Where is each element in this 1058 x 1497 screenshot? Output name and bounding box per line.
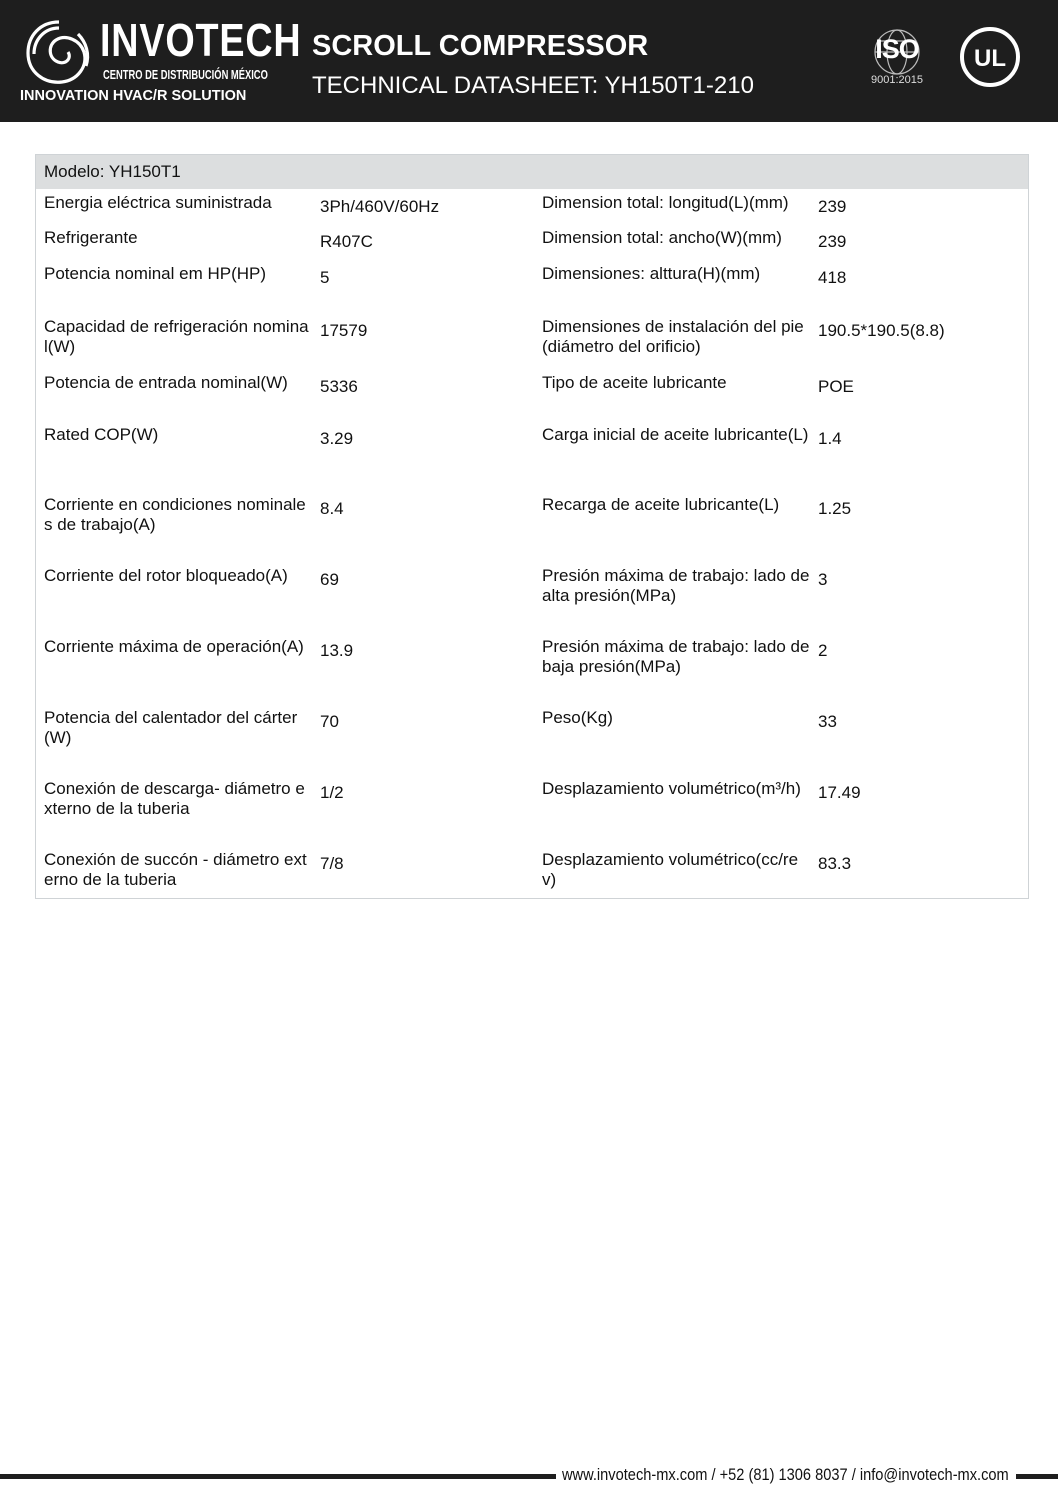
iso-label: ISO: [875, 34, 919, 64]
spec-value: 190.5*190.5(8.8): [818, 321, 945, 340]
spec-label: Refrigerante: [44, 228, 138, 247]
spec-value: 13.9: [320, 641, 354, 660]
spec-label: Tipo de aceite lubricante: [542, 373, 727, 392]
spec-label: Capacidad de refrigeración nominal(W): [44, 317, 309, 356]
spec-value: 8.4: [320, 499, 344, 518]
spec-value: 5336: [320, 377, 358, 396]
footer-rule-end: [1016, 1474, 1058, 1479]
spec-label: Corriente en condiciones nominales de trabajo(A): [44, 495, 306, 534]
spec-label: Conexión de succón - diámetro externo de la tuberia: [44, 850, 307, 889]
brand-tagline: INNOVATION HVAC/R SOLUTION: [20, 88, 247, 104]
document-subtitle: TECHNICAL DATASHEET: YH150T1-210: [312, 72, 754, 99]
spec-label: Desplazamiento volumétrico(m³/h): [542, 779, 801, 798]
spec-value: 239: [818, 197, 847, 216]
brand-subtitle: CENTRO DE DISTRIBUCIÓN MÉXICO: [103, 67, 268, 82]
spec-value: 5: [320, 268, 330, 287]
spec-label: Corriente del rotor bloqueado(A): [44, 566, 288, 585]
spec-label: Corriente máxima de operación(A): [44, 637, 304, 656]
spec-label: Potencia de entrada nominal(W): [44, 373, 288, 392]
spec-value: 7/8: [320, 854, 344, 873]
spec-value: 70: [320, 712, 339, 731]
spec-label: Peso(Kg): [542, 708, 613, 727]
spec-label: Potencia del calentador del cárter (W): [44, 708, 298, 747]
specifications-table: [35, 154, 1029, 899]
spec-label: Dimension total: ancho(W)(mm): [542, 228, 782, 247]
spec-label: Dimension total: longitud(L)(mm): [542, 193, 789, 212]
footer-rule: [0, 1474, 556, 1479]
spec-value: 17.49: [818, 783, 861, 802]
spec-value: 239: [818, 232, 847, 251]
spec-value: 33: [818, 712, 837, 731]
iso-standard: 9001:2015: [871, 74, 923, 86]
spec-label: Potencia nominal em HP(HP): [44, 264, 267, 283]
spec-label: Dimensiones: alttura(H)(mm): [542, 264, 761, 283]
spec-label: Conexión de descarga- diámetro externo de la tuberia: [44, 779, 305, 818]
spec-label: Carga inicial de aceite lubricante(L): [542, 425, 809, 444]
ul-label: UL: [974, 45, 1006, 72]
document-title: SCROLL COMPRESSOR: [312, 30, 649, 62]
spec-label: Presión máxima de trabajo: lado de baja presión(MPa): [542, 637, 810, 676]
spec-label: Rated COP(W): [44, 425, 159, 444]
spec-value: 1/2: [320, 783, 344, 802]
spec-value: 418: [818, 268, 847, 287]
spec-value: POE: [818, 377, 854, 396]
spec-value: 3.29: [320, 429, 354, 448]
footer-contact: www.invotech-mx.com / +52 (81) 1306 8037 / info@invotech-mx.com: [562, 1465, 1009, 1484]
spec-value: 3Ph/460V/60Hz: [320, 197, 440, 216]
page-header: [0, 0, 1058, 122]
spec-value: 17579: [320, 321, 368, 340]
spec-label: Presión máxima de trabajo: lado de alta presión(MPa): [542, 566, 810, 605]
spec-value: 69: [320, 570, 339, 589]
spec-value: R407C: [320, 232, 373, 251]
spec-label: Recarga de aceite lubricante(L): [542, 495, 780, 514]
ul-certification-icon: [959, 26, 1021, 88]
spec-label: Energia eléctrica suministrada: [44, 193, 272, 212]
spec-value: 1.4: [818, 429, 842, 448]
spec-label: Desplazamiento volumétrico(cc/rev): [542, 850, 799, 889]
spec-value: 2: [818, 641, 828, 660]
swirl-logo-icon: [20, 14, 98, 92]
brand-name: INVOTECH: [100, 14, 302, 66]
spec-value: 3: [818, 570, 828, 589]
spec-value: 1.25: [818, 499, 852, 518]
spec-value: 83.3: [818, 854, 852, 873]
model-header: Modelo: YH150T1: [36, 155, 1028, 189]
spec-label: Dimensiones de instalación del pie (diámetro del orificio): [542, 317, 804, 356]
